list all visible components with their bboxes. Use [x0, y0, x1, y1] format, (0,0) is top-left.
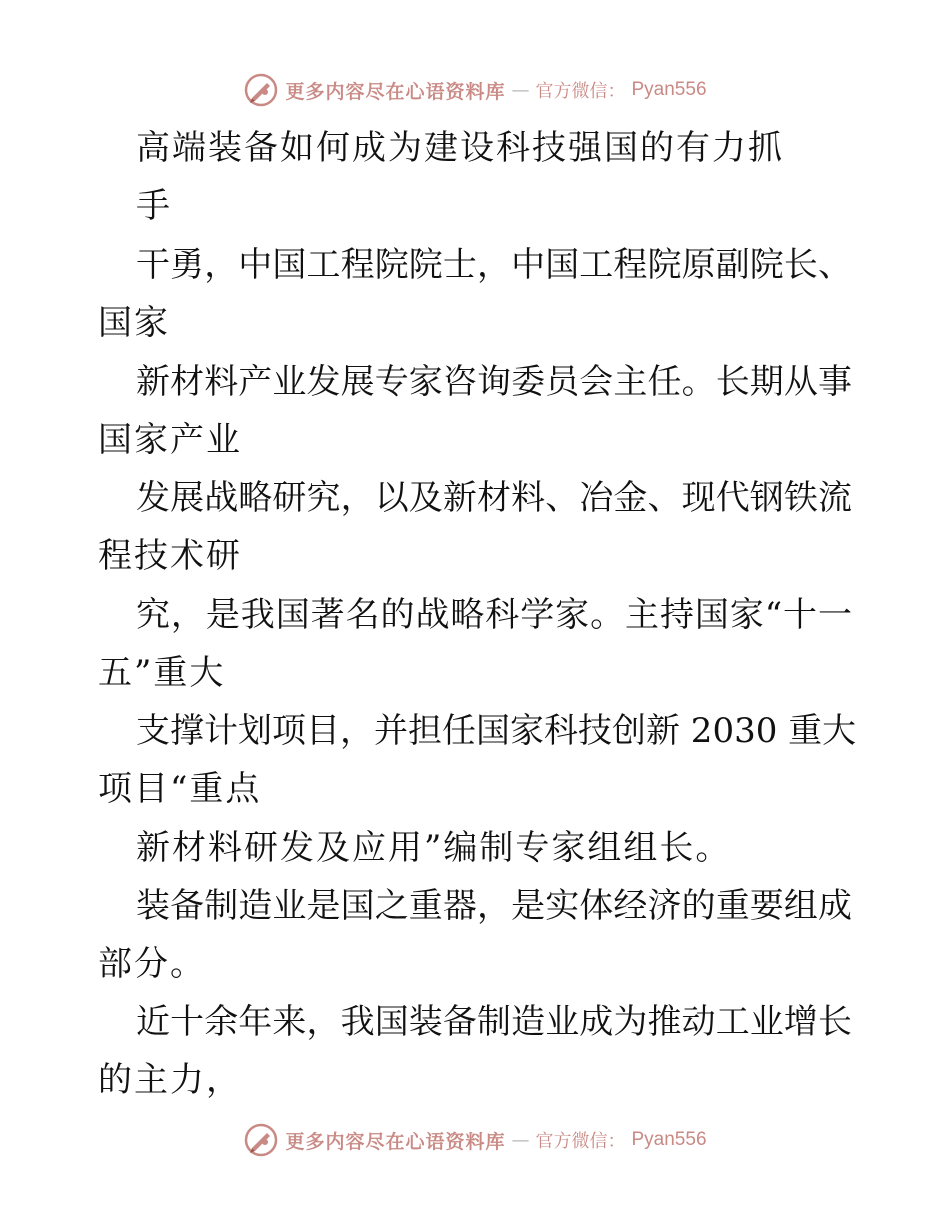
paragraph-line: 项目“重点: [98, 769, 262, 809]
paragraph-line: 究，是我国著名的战略科学家。主持国家“十一: [136, 595, 852, 635]
paragraph-line: 支撑计划项目，并担任国家科技创新 2030 重大: [136, 711, 857, 751]
paragraph-line: 部分。: [98, 944, 206, 984]
paragraph-line: 国家: [98, 303, 170, 343]
paragraph-line: 发展战略研究，以及新材料、冶金、现代钢铁流: [136, 478, 852, 518]
pen-logo-icon: [243, 72, 279, 108]
watermark-separator: —: [511, 1129, 530, 1151]
watermark-wechat-label: 官方微信：: [535, 1131, 626, 1152]
paragraph-line: 国家产业: [98, 420, 242, 460]
watermark-separator: —: [511, 79, 530, 101]
paragraph-line: 近十余年来，我国装备制造业成为推动工业增长: [136, 1002, 852, 1042]
watermark-wechat-id: Pyan556: [631, 79, 707, 100]
document-title-line-2: 手: [136, 186, 172, 226]
paragraph-line: 新材料研发及应用”编制专家组组长。: [136, 828, 732, 868]
paragraph-line: 装备制造业是国之重器，是实体经济的重要组成: [136, 886, 852, 926]
watermark-site-text: 更多内容尽在心语资料库: [285, 1130, 506, 1153]
document-title-line-1: 高端装备如何成为建设科技强国的有力抓: [136, 128, 784, 168]
paragraph-line: 干勇，中国工程院院士，中国工程院原副院长、: [136, 245, 852, 285]
paragraph-line: 的主力，: [98, 1060, 242, 1100]
pen-logo-icon: [243, 1122, 279, 1158]
paragraph-line: 五”重大: [98, 653, 226, 693]
paragraph-line: 新材料产业发展专家咨询委员会主任。长期从事: [136, 362, 852, 402]
header-watermark: [0, 70, 950, 110]
footer-watermark: [0, 1120, 950, 1160]
watermark-wechat-id: Pyan556: [631, 1129, 707, 1150]
watermark-wechat-label: 官方微信：: [535, 81, 626, 102]
paragraph-line: 程技术研: [98, 536, 242, 576]
watermark-site-text: 更多内容尽在心语资料库: [285, 80, 506, 103]
